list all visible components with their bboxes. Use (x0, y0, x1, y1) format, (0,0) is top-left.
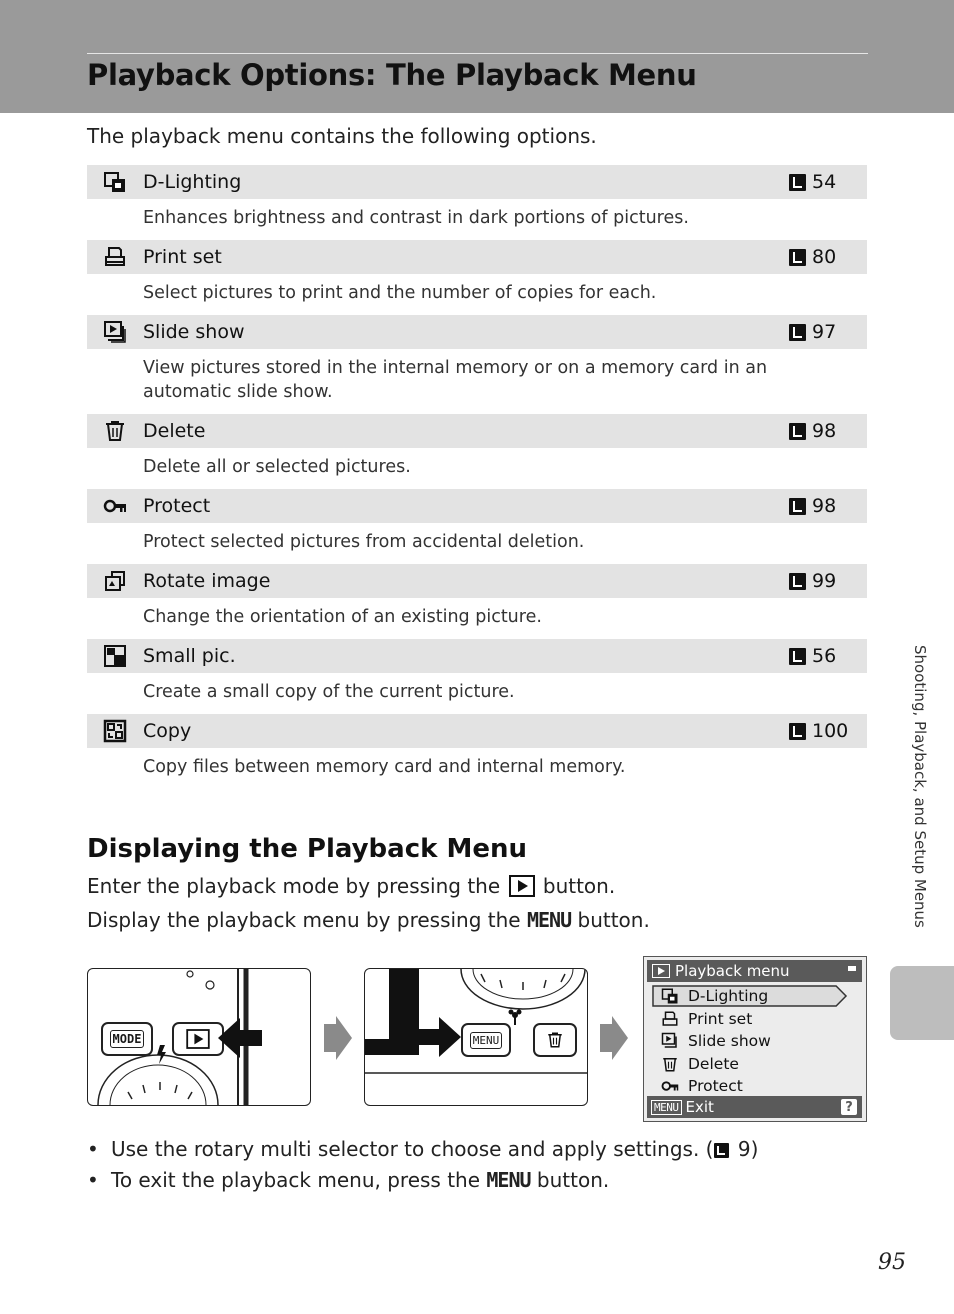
lcd-item-protect[interactable]: Protect (652, 1075, 862, 1098)
page-ref-icon (789, 648, 806, 665)
step-menu-button: Display the playback menu by pressing the MENU button. (87, 908, 650, 932)
option-description: Delete all or selected pictures. (143, 457, 411, 477)
page-ref-icon (789, 249, 806, 266)
option-row-slide-show (87, 315, 867, 414)
lcd-footer-bar (647, 1096, 862, 1118)
option-name: Copy (143, 720, 192, 742)
next-step-arrow-icon (598, 1016, 628, 1060)
playback-icon (186, 1029, 209, 1049)
page-reference: 98 (789, 489, 836, 523)
press-arrow-icon (413, 1015, 463, 1059)
delete-icon (652, 1055, 688, 1073)
playback-button-icon (509, 875, 535, 897)
rotate-image-icon (87, 569, 143, 593)
tip-rotary-selector: • Use the rotary multi selector to choose and apply settings. ( 9) (87, 1134, 847, 1165)
option-description: View pictures stored in the internal memory or on a memory card in an automatic slide show. (143, 358, 768, 402)
battery-icon (848, 966, 856, 971)
page-ref-icon (789, 573, 806, 590)
lcd-item-d-lighting[interactable]: D-Lighting (652, 985, 862, 1008)
page-ref-icon (714, 1143, 729, 1158)
tips-list (87, 1134, 847, 1196)
lcd-title-bar: Playback menu (647, 960, 862, 982)
option-row-copy (87, 714, 867, 789)
d-lighting-icon (652, 987, 688, 1005)
d-lighting-icon (87, 170, 143, 194)
option-name: Delete (143, 420, 206, 442)
page-ref-icon (789, 498, 806, 515)
page-reference: 100 (789, 714, 848, 748)
option-description: Copy files between memory card and internal memory. (143, 757, 626, 777)
page-reference: 97 (789, 315, 836, 349)
page-ref-icon (789, 174, 806, 191)
tip-exit-menu: • To exit the playback menu, press the MENU button. (87, 1165, 847, 1196)
option-name: Slide show (143, 321, 245, 343)
lcd-item-delete[interactable]: Delete (652, 1053, 862, 1076)
option-name: Print set (143, 246, 222, 268)
delete-icon (546, 1031, 564, 1049)
option-name: Rotate image (143, 570, 271, 592)
page-reference: 98 (789, 414, 836, 448)
copy-icon (87, 719, 143, 743)
page-title: Playback Options: The Playback Menu (87, 58, 697, 92)
chapter-side-label: Shooting, Playback, and Setup Menus (911, 645, 929, 928)
page-ref-icon (789, 324, 806, 341)
option-row-d-lighting (87, 165, 867, 240)
option-row-protect (87, 489, 867, 564)
page-ref-icon (789, 423, 806, 440)
section-title: Displaying the Playback Menu (87, 834, 527, 864)
lcd-menu-list (652, 985, 862, 1098)
delete-button[interactable] (533, 1023, 577, 1057)
protect-icon (652, 1077, 688, 1095)
option-row-delete (87, 414, 867, 489)
chapter-tab (890, 966, 954, 1040)
playback-icon (652, 964, 670, 978)
page-reference: 54 (789, 165, 836, 199)
slide-show-icon (87, 320, 143, 344)
camera-menu-button-figure (364, 968, 588, 1106)
mode-button[interactable]: MODE (101, 1022, 153, 1056)
page-reference: 80 (789, 240, 836, 274)
protect-icon (87, 494, 143, 518)
menu-button[interactable]: MENU (461, 1023, 511, 1057)
option-description: Enhances brightness and contrast in dark portions of pictures. (143, 208, 689, 228)
slide-show-icon (652, 1032, 688, 1050)
option-name: D-Lighting (143, 171, 242, 193)
option-description: Create a small copy of the current picture. (143, 682, 515, 702)
print-set-icon (87, 245, 143, 269)
option-description: Change the orientation of an existing picture. (143, 607, 542, 627)
playback-menu-screen (643, 956, 867, 1122)
menu-chip-icon: MENU (651, 1100, 682, 1115)
page-ref-icon (789, 723, 806, 740)
menu-button-icon: MENU (526, 908, 572, 932)
options-table (87, 165, 867, 789)
camera-playback-button-figure (87, 968, 311, 1106)
option-row-small-pic (87, 639, 867, 714)
exit-label: Exit (685, 1098, 714, 1116)
page-reference: 99 (789, 564, 836, 598)
small-pic-icon (87, 644, 143, 668)
menu-button-icon: MENU (486, 1168, 531, 1192)
option-row-print-set (87, 240, 867, 315)
option-description: Protect selected pictures from accidental deletion. (143, 532, 585, 552)
header-rule (87, 53, 868, 54)
delete-icon (87, 419, 143, 443)
lcd-item-print-set[interactable]: Print set (652, 1008, 862, 1031)
option-row-rotate-image (87, 564, 867, 639)
option-description: Select pictures to print and the number of copies for each. (143, 283, 657, 303)
page-number: 95 (878, 1250, 906, 1275)
step-playback-mode: Enter the playback mode by pressing the button. (87, 874, 616, 898)
lcd-item-slide-show[interactable]: Slide show (652, 1030, 862, 1053)
intro-text: The playback menu contains the following options. (87, 124, 597, 148)
print-set-icon (652, 1010, 688, 1028)
option-name: Protect (143, 495, 211, 517)
next-step-arrow-icon (322, 1016, 352, 1060)
help-icon: ? (841, 1099, 857, 1115)
option-name: Small pic. (143, 645, 236, 667)
press-arrow-icon (216, 1016, 266, 1060)
header-band (0, 0, 954, 113)
page-reference: 56 (789, 639, 836, 673)
